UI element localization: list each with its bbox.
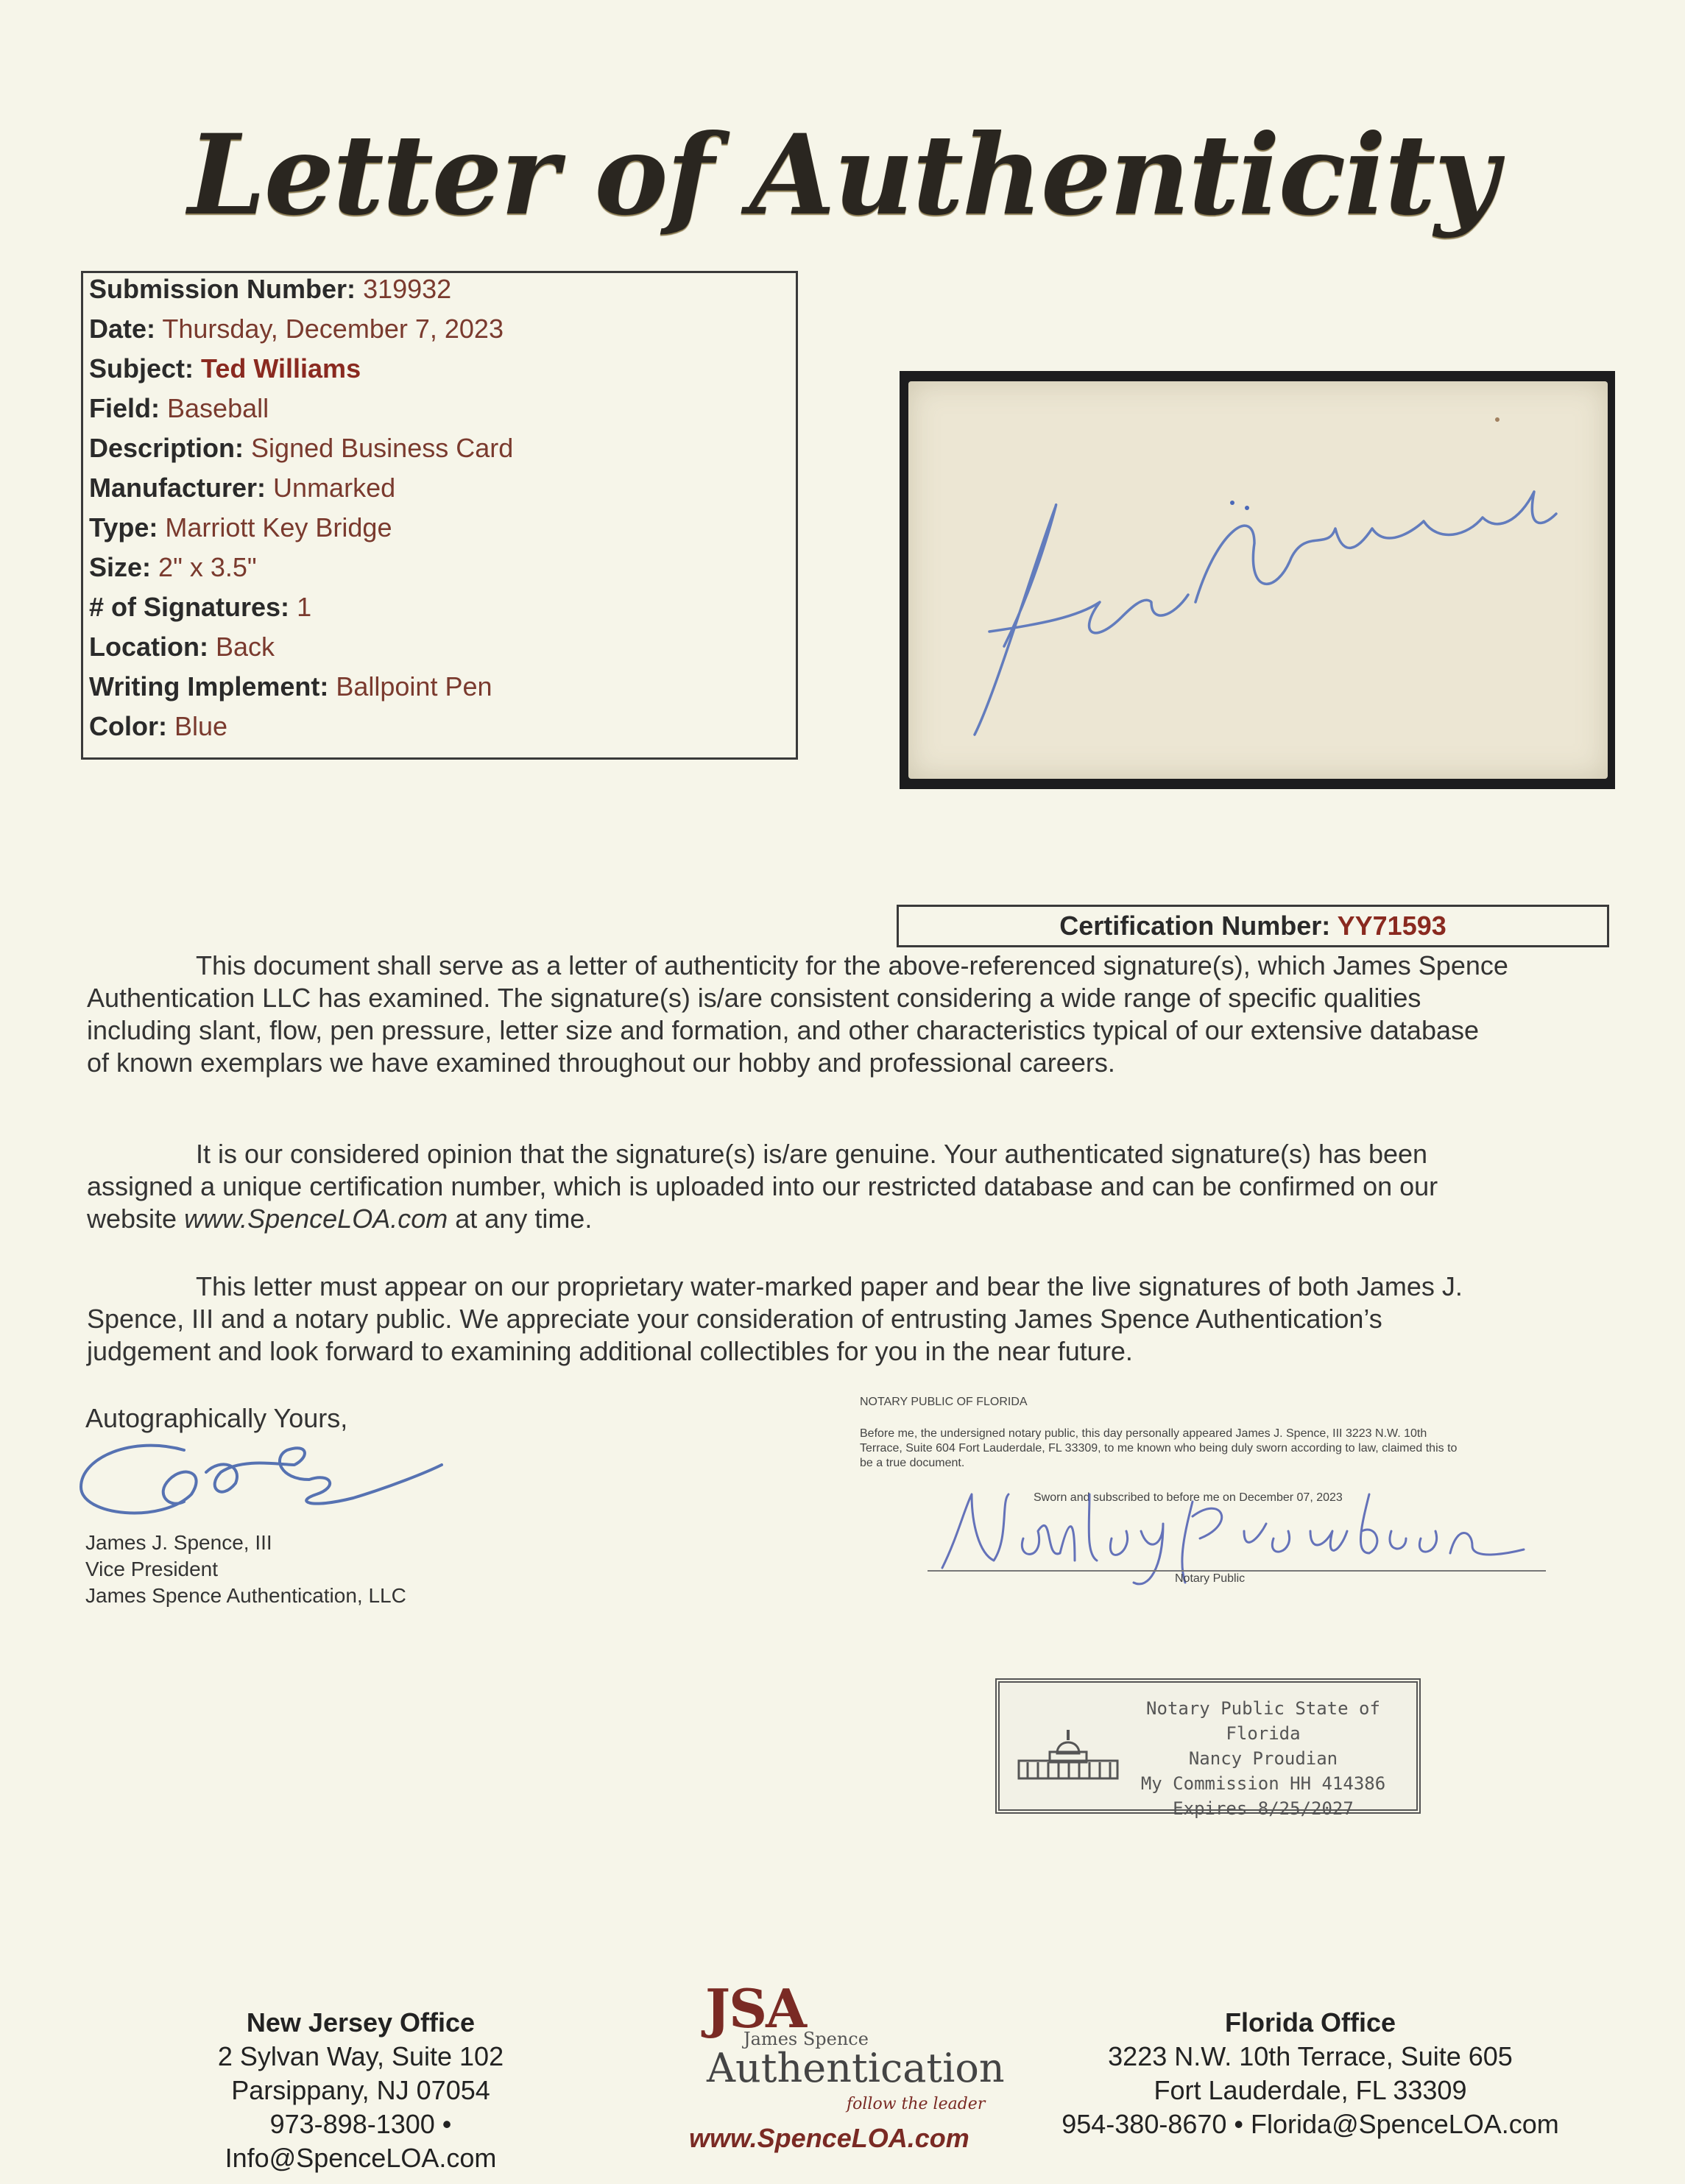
paragraph-opinion [87,1138,1603,1235]
paragraph-line: assigned a unique certification number, which is uploaded into our restricted database and can be confirmed on our [87,1171,1438,1201]
detail-value: Back [216,632,275,662]
paragraph-line: judgement and look forward to examining additional collectibles for you in the near future. [87,1336,1133,1366]
nj-office-line: Parsippany, NJ 07054 [231,2075,490,2105]
nj-office-line: 2 Sylvan Way, Suite 102 [217,2041,504,2071]
detail-value: Blue [174,711,228,741]
detail-implement [89,672,492,702]
paragraph-line: It is our considered opinion that the signature(s) is/are genuine. Your authenticated signature(s) has been [196,1139,1428,1169]
signer-block [85,1530,406,1609]
detail-date [89,314,504,344]
logo-tagline: follow the leader [847,2095,986,2113]
logo-james-spence: James Spence [743,2029,869,2049]
closing: Autographically Yours, [85,1403,348,1433]
paragraph-line: This document shall serve as a letter of authenticity for the above-referenced signature(s), which James Spence [196,950,1508,980]
capitol-building-icon [1013,1717,1123,1790]
notary-text-line: Terrace, Suite 604 Fort Lauderdale, FL 33309, to me known who being duly sworn according to law, claimed this to [860,1442,1458,1455]
detail-value: 2" x 3.5" [158,552,257,582]
notary-caption: Notary Public [1175,1572,1246,1585]
nj-office [169,2006,552,2175]
paragraph-line: Spence, III and a notary public. We appreciate your consideration of entrusting James Spence Authentication’s [87,1304,1382,1334]
fl-office-contact[interactable]: 954-380-8670 • Florida@SpenceLOA.com [1061,2109,1559,2139]
certification-value: YY71593 [1337,911,1446,941]
detail-value: Marriott Key Bridge [165,512,392,543]
paragraph-line: This letter must appear on our proprietary water-marked paper and bear the live signatures of both James J. [196,1271,1463,1301]
detail-label: Field: [89,393,160,423]
stamp-text [1116,1696,1410,1821]
notary-heading: NOTARY PUBLIC OF FLORIDA [860,1396,1028,1408]
spence-signature [74,1428,456,1531]
detail-description [89,434,513,463]
details-box [81,271,798,760]
notary-text-line: Before me, the undersigned notary public, this day personally appeared James J. Spence, III 3223 N.W. 10th [860,1427,1427,1440]
fl-office-heading: Florida Office [1224,2007,1396,2038]
fl-office-line: 3223 N.W. 10th Terrace, Suite 605 [1108,2041,1513,2071]
jsa-logo [663,1977,1005,2161]
detail-field [89,394,269,423]
detail-label: Description: [89,433,244,463]
detail-size [89,553,257,582]
detail-signatures [89,593,311,622]
paragraph-line: Authentication LLC has examined. The signature(s) is/are consistent considering a wide range of specific qualities [87,983,1421,1013]
stamp-line: My Commission HH 414386 [1140,1773,1386,1794]
detail-label: Color: [89,711,167,741]
detail-color [89,712,227,741]
detail-subject [89,354,361,384]
detail-label: Subject: [89,353,194,384]
detail-value: 1 [297,592,312,622]
fl-office [1038,2006,1583,2141]
paragraph-watermark [87,1271,1603,1368]
detail-label: Location: [89,632,208,662]
detail-label: # of Signatures: [89,592,290,622]
detail-value: Baseball [167,393,269,423]
paragraph-line: including slant, flow, pen pressure, letter size and formation, and other characteristics typical of our extensive database [87,1015,1480,1045]
nj-office-heading: New Jersey Office [246,2007,476,2038]
detail-label: Date: [89,314,156,344]
detail-value: Unmarked [273,473,396,503]
notary-sworn: Sworn and subscribed to before me on December 07, 2023 [1034,1491,1343,1504]
page-title: Letter of Authenticity [188,110,1497,240]
notary-text [860,1427,1457,1471]
detail-value: Ballpoint Pen [336,671,492,702]
detail-manufacturer [89,473,395,503]
detail-label: Type: [89,512,158,543]
website-suffix: at any time. [455,1204,593,1234]
stamp-line: Expires 8/25/2027 [1173,1798,1354,1819]
stamp-line: Nancy Proudian [1188,1748,1338,1769]
paragraph-authenticity [87,950,1603,1079]
detail-value: Signed Business Card [251,433,514,463]
detail-label: Manufacturer: [89,473,266,503]
detail-label: Writing Implement: [89,671,329,702]
card-signature-graphic [908,381,1608,779]
detail-location [89,632,275,662]
stamp-line: Notary Public State of Florida [1146,1698,1380,1744]
fl-office-line: Fort Lauderdale, FL 33309 [1154,2075,1467,2105]
detail-value: Ted Williams [201,353,361,384]
nj-office-contact[interactable]: 973-898-1300 • Info@SpenceLOA.com [225,2109,497,2173]
certification-label: Certification Number: [1059,911,1331,941]
logo-authentication: Authentication [707,2045,1005,2091]
notary-stamp [995,1678,1421,1819]
certification-number-box [897,905,1609,947]
signed-business-card [908,381,1608,779]
detail-value: 319932 [363,274,452,304]
signer-company: James Spence Authentication, LLC [85,1584,406,1607]
detail-label: Submission Number: [89,274,356,304]
detail-value: Thursday, December 7, 2023 [162,314,504,344]
detail-type [89,513,392,543]
paragraph-line [87,1203,1603,1235]
detail-submission [89,275,451,304]
detail-label: Size: [89,552,152,582]
paragraph-line: of known exemplars we have examined throughout our hobby and professional careers. [87,1047,1115,1078]
website-prefix: website [87,1204,177,1234]
website-link[interactable]: www.SpenceLOA.com [184,1204,448,1234]
notary-text-line: be a true document. [860,1457,965,1469]
logo-jsa: JSA [705,1977,805,2040]
logo-url[interactable]: www.SpenceLOA.com [689,2123,969,2153]
signer-title: Vice President [85,1558,219,1580]
signer-name: James J. Spence, III [85,1531,272,1554]
